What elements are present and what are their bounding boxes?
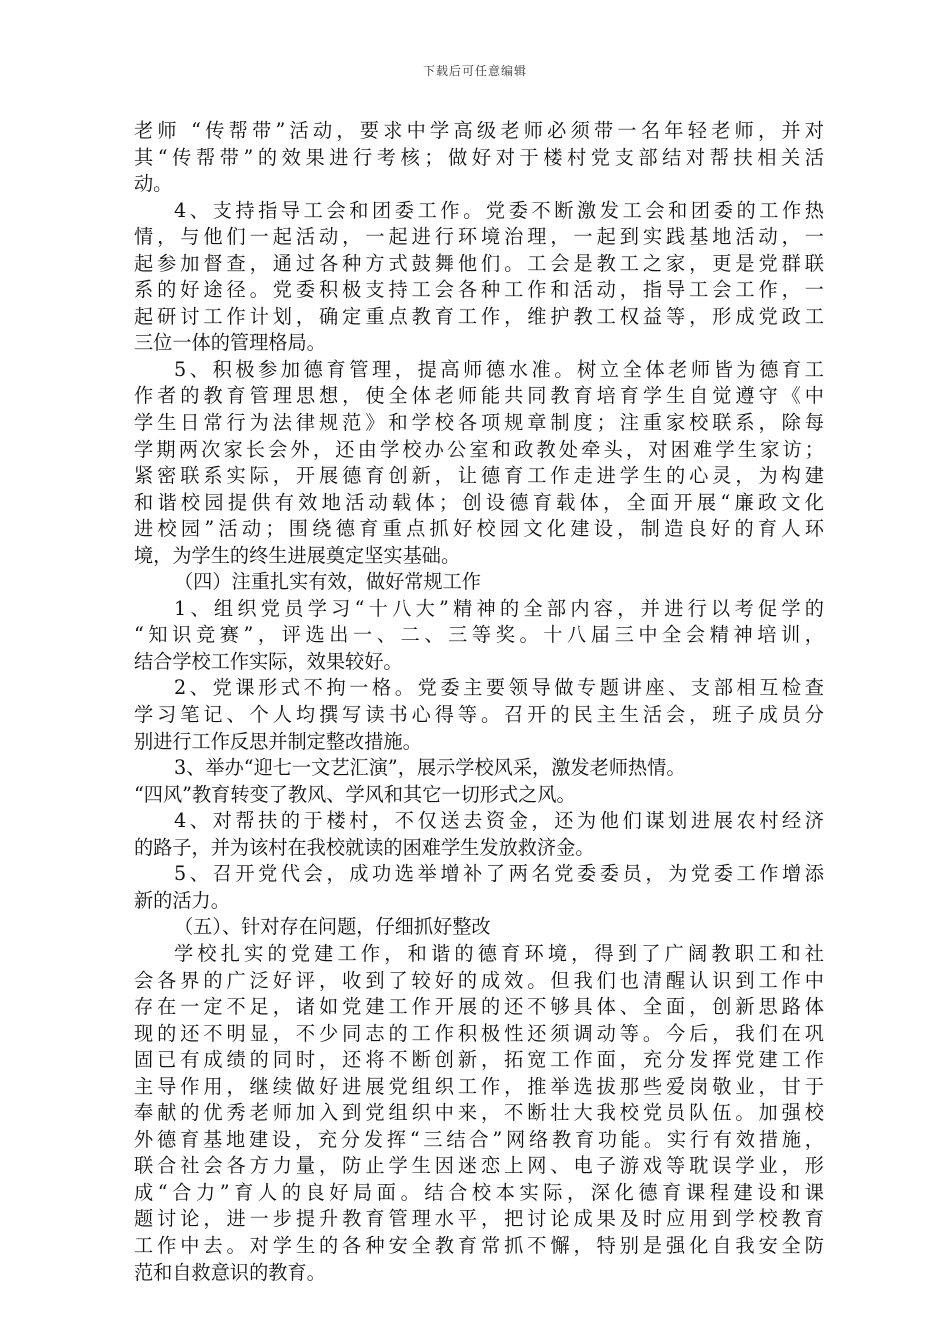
text-line: 联合社会各方力量，防止学生因迷恋上网、电子游戏等耽误学业，形 — [134, 1154, 824, 1178]
text-line: 题讨论，进一步提升教育管理水平，把讨论成果及时应用到学校教育 — [134, 1207, 824, 1231]
text-line: 动。 — [134, 172, 173, 196]
text-line: （四）注重扎实有效，做好常规工作 — [174, 570, 481, 594]
text-line: 工作中去。对学生的各种安全教育常抓不懈，特别是强化自我安全防 — [134, 1233, 824, 1257]
text-line: 5、召开党代会，成功选举增补了两名党委委员，为党委工作增添 — [174, 862, 824, 886]
text-line: 5、积极参加德育管理，提高师德水准。树立全体老师皆为德育工 — [174, 357, 824, 381]
text-line: 成“合力”育人的良好局面。结合校本实际，深化德育课程建设和课 — [134, 1180, 824, 1204]
text-line: 奉献的优秀老师加入到党组织中来，不断壮大我校党员队伍。加强校 — [134, 1101, 824, 1125]
text-line: 外德育基地建设，充分发挥“三结合”网络教育功能。实行有效措施， — [134, 1127, 824, 1151]
text-line: 起研讨工作计划，确定重点教育工作，维护教工权益等，形成党政工 — [134, 304, 824, 328]
text-line: 3、举办“迎七一文艺汇演”，展示学校风采，激发老师热情。 — [174, 756, 686, 780]
text-line: 系的好途径。党委积极支持工会各种工作和活动，指导工会工作，一 — [134, 278, 824, 302]
text-line: 学期两次家长会外，还由学校办公室和政教处牵头，对困难学生家访； — [134, 437, 824, 461]
text-line: 新的活力。 — [134, 888, 230, 912]
text-line: 4、支持指导工会和团委工作。党委不断激发工会和团委的工作热 — [174, 198, 824, 222]
text-line: 主导作用，继续做好进展党组织工作，推举选拔那些爱岗敬业，甘于 — [134, 1074, 824, 1098]
text-line: 范和自救意识的教育。 — [134, 1260, 326, 1284]
text-line: 学习笔记、个人均撰写读书心得等。召开的民主生活会，班子成员分 — [134, 703, 824, 727]
text-line: 作者的教育管理思想，使全体老师能共同教育培育学生自觉遵守《中 — [134, 384, 824, 408]
text-line: “知识竞赛”，评选出一、二、三等奖。十八届三中全会精神培训， — [134, 623, 824, 647]
text-line: 结合学校工作实际，效果较好。 — [134, 649, 403, 673]
text-line: 会各界的广泛好评，收到了较好的成效。但我们也清醒认识到工作中 — [134, 968, 824, 992]
text-line: 的路子，并为该村在我校就读的困难学生发放救济金。 — [134, 835, 595, 859]
text-line: 固已有成绩的同时，还将不断创新，拓宽工作面，充分发挥党建工作 — [134, 1048, 824, 1072]
text-line: 和谐校园提供有效地活动载体；创设德育载体，全面开展“廉政文化 — [134, 490, 824, 514]
text-line: 三位一体的管理格局。 — [134, 331, 326, 355]
page-header: 下载后可任意编辑 — [422, 64, 527, 78]
text-line: 存在一定不足，诸如党建工作开展的还不够具体、全面，创新思路体 — [134, 995, 824, 1019]
text-line: 现的还不明显，不少同志的工作积极性还须调动等。今后，我们在巩 — [134, 1021, 824, 1045]
text-line: （五）、针对存在问题，仔细抓好整改 — [174, 915, 491, 939]
text-line: 1、组织党员学习“十八大”精神的全部内容，并进行以考促学的 — [174, 596, 824, 620]
text-line: 起参加督查，通过各种方式鼓舞他们。工会是教工之家，更是党群联 — [134, 251, 824, 275]
text-line: 境，为学生的终生进展奠定坚实基础。 — [134, 543, 461, 567]
text-line: 进校园”活动；围绕德育重点抓好校园文化建设，制造良好的育人环 — [134, 517, 824, 541]
text-line: 别进行工作反思并制定整改措施。 — [134, 729, 422, 753]
text-line: 其“传帮带”的效果进行考核；做好对于楼村党支部结对帮扶相关活 — [134, 145, 824, 169]
document-body — [134, 118, 824, 1286]
text-line: 学校扎实的党建工作，和谐的德育环境，得到了广阔教职工和社 — [174, 941, 824, 965]
text-line: 老师 “传帮带”活动，要求中学高级老师必须带一名年轻老师，并对 — [134, 119, 824, 142]
text-line: 紧密联系实际，开展德育创新，让德育工作走进学生的心灵，为构建 — [134, 464, 824, 488]
text-line: 2、党课形式不拘一格。党委主要领导做专题讲座、支部相互检查 — [174, 676, 824, 700]
text-line: “四风”教育转变了教风、学风和其它一切形式之风。 — [134, 782, 576, 806]
text-line: 4、对帮扶的于楼村，不仅送去资金，还为他们谋划进展农村经济 — [174, 809, 824, 833]
text-line: 情，与他们一起活动，一起进行环境治理，一起到实践基地活动，一 — [134, 225, 824, 249]
text-line: 学生日常行为法律规范》和学校各项规章制度；注重家校联系，除每 — [134, 411, 824, 435]
